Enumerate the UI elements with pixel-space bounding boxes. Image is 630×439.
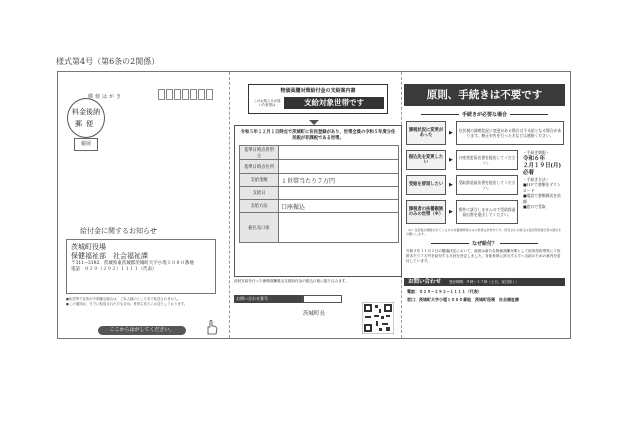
table-row — [240, 187, 399, 200]
case-description: 要件に該当しませんので受給辞退届出書を提出してください。 — [456, 200, 518, 224]
sender-dept: 保健福祉部 社会福祉課 — [71, 252, 148, 260]
deadline-box — [523, 150, 564, 224]
sender-address: 〒311−3192 茨城県東茨城郡茨城町大字小堤１０８０番地 — [71, 261, 194, 266]
case-row — [406, 121, 564, 145]
pointing-hand-icon — [205, 319, 219, 335]
method-item: ■ＨＰで書類をダウンロード — [523, 182, 561, 193]
arrow-right-icon: ▶ — [449, 157, 453, 163]
zip-box — [182, 89, 189, 100]
postage-line1: 料金後納 — [72, 108, 100, 116]
row-label: 支給金額 — [240, 174, 279, 187]
case-row — [406, 150, 518, 170]
why-heading-text: なぜ給付？ — [471, 241, 497, 247]
arrow-right-icon: ▶ — [449, 130, 453, 136]
heading-rule — [510, 114, 548, 115]
sealed-mark: 親展 — [74, 138, 98, 151]
row-value — [279, 213, 399, 243]
benefit-details-table — [239, 145, 399, 243]
privacy-note: ●転居等で住所が不明確な場合は、ご本人様のところまで転送されません。 — [66, 297, 182, 301]
zip-box — [166, 89, 173, 100]
table-row — [240, 146, 399, 160]
contact-window: 窓口：茨城町大字小堤１０８０番地 茨城町役場 社会福祉課 — [407, 297, 519, 302]
notice-heading: 給付金に関するお知らせ — [80, 227, 157, 235]
privacy-note: ●この通知は、すでに転居された方も含め、世帯主宛てにお送りしております。 — [66, 302, 188, 306]
row-label: 基準日時点住所 — [240, 160, 279, 174]
row-label: 基準日時点世帯主 — [240, 146, 279, 160]
heading-rule — [500, 243, 538, 244]
benefit-details-box — [234, 125, 402, 277]
row-value — [279, 160, 399, 174]
table-row — [240, 213, 399, 243]
eligibility-prefix: このお知らせが届いた世帯は — [253, 99, 281, 107]
zip-box — [158, 89, 165, 100]
why-heading — [406, 240, 563, 247]
mayor-signature: 茨城町長 — [303, 311, 326, 317]
qr-code-icon[interactable] — [362, 302, 394, 334]
method-label: ・手続き方法・ — [523, 176, 550, 182]
why-explanation: 令和５年１１月２日の閣議決定において、政府は新たな物価高騰対策として低所得世帯等に１世帯あたり７万円を給付する方針を決定しました。対象世帯に該当する方へ支給のための案内を送付しています。 — [406, 249, 561, 264]
arrow-right-icon: ▶ — [449, 182, 453, 188]
case-description: 受取辞退届出書を提出してください。 — [456, 175, 518, 195]
zip-box — [198, 89, 205, 100]
inquiry-number-label: お問い合わせ番号 — [234, 295, 304, 303]
bullet-icon: ■ — [523, 182, 527, 187]
table-row — [240, 200, 399, 213]
form-number: 様式第4号（第6条の2関係） — [56, 57, 160, 66]
row-label: 支給日 — [240, 187, 279, 200]
method-item: ■電話で書類郵送を依頼 — [523, 193, 561, 204]
method-item: ■窓口で受取 — [523, 204, 546, 209]
benefit-title-box — [248, 84, 388, 114]
postage-line2: 郵便 — [75, 120, 97, 128]
postal-code-boxes — [158, 89, 213, 100]
row-value: 口座振込 — [279, 200, 399, 213]
sender-office: 茨城町役場 — [71, 243, 106, 251]
bullet-icon: ■ — [523, 204, 527, 209]
eligibility-banner: 支給対象世帯です — [284, 97, 384, 109]
case-tag: 課税者の扶養親族のみの世帯（※） — [406, 200, 446, 224]
contact-heading-text: お問い合わせ — [408, 279, 442, 285]
row-value — [279, 187, 399, 200]
inquiry-number-box — [302, 295, 342, 303]
row-value — [279, 146, 399, 160]
deadline-label: ・手続き期限・ — [523, 150, 550, 155]
cases-heading — [406, 111, 563, 118]
contact-heading — [404, 278, 565, 286]
sender-box — [66, 239, 216, 294]
zip-box — [174, 89, 181, 100]
fold-line — [229, 72, 230, 338]
sender-phone: 電話 ０２９（２９２）１１１１（代表） — [71, 267, 157, 272]
zip-box — [206, 89, 213, 100]
bullet-icon: ■ — [523, 193, 527, 198]
postcard-title: 郵便はがき — [88, 94, 124, 100]
deadline-year: 令和６年 — [523, 155, 546, 162]
cases-heading-text: 手続きが必要な場合 — [461, 112, 507, 118]
case-tag: 受給を辞退したい — [406, 175, 446, 195]
deposit-note: 前回支給を行った価格高騰重点支援給付金の振込口座に振り込みます。 — [234, 279, 349, 283]
table-row — [240, 174, 399, 187]
table-row — [240, 160, 399, 174]
deadline-date: ２月１９日(月)必着 — [523, 162, 562, 176]
mailer-sheet — [57, 71, 571, 339]
case-description: 住民税の課税状況に変更がある場合は不支給となる場合があります。修正申告を行った方などは連絡ください。 — [456, 121, 564, 145]
procedure-banner: 原則、手続きは不要です — [404, 84, 565, 106]
zip-box — [190, 89, 197, 100]
postage-paid-mark — [67, 98, 105, 138]
case-row — [406, 175, 518, 195]
eligibility-row — [252, 97, 384, 109]
case-tag: 振込先を変更したい — [406, 150, 446, 170]
heading-rule — [431, 243, 469, 244]
case-row — [406, 200, 518, 224]
heading-rule — [421, 114, 459, 115]
contact-hours: 受付時間：９時〜１７時（土日、祝日除く） — [448, 280, 519, 284]
row-label: 振込先口座 — [240, 213, 279, 243]
privacy-notes — [66, 297, 216, 307]
eligibility-criteria: 令和５年１２月１日時点で茨城町に住民登録があり、世帯全員の令和５年度分住民税が非課税である世帯。 — [240, 130, 396, 141]
row-label: 支給方法 — [240, 200, 279, 213]
row-value: １世帯当たり７万円 — [279, 174, 399, 187]
benefit-title: 物価高騰対策給付金の支給案内書 — [280, 88, 356, 94]
procedure-footnote: （※）住民税が課税されている方の扶養親族等のみの世帯は対象外です。該当される場合は受給辞退届出書の提出をお願いします。 — [406, 228, 562, 236]
contact-phone: 電話：０２９−２９２−１１１１（代表） — [407, 289, 482, 294]
case-description: 口座変更届出書を提出してください。 — [456, 150, 518, 170]
case-tag: 課税状況に変更があった — [406, 121, 446, 145]
peel-here-button[interactable]: ここからはがしてください。 — [98, 326, 186, 335]
arrow-right-icon: ▶ — [449, 209, 453, 215]
